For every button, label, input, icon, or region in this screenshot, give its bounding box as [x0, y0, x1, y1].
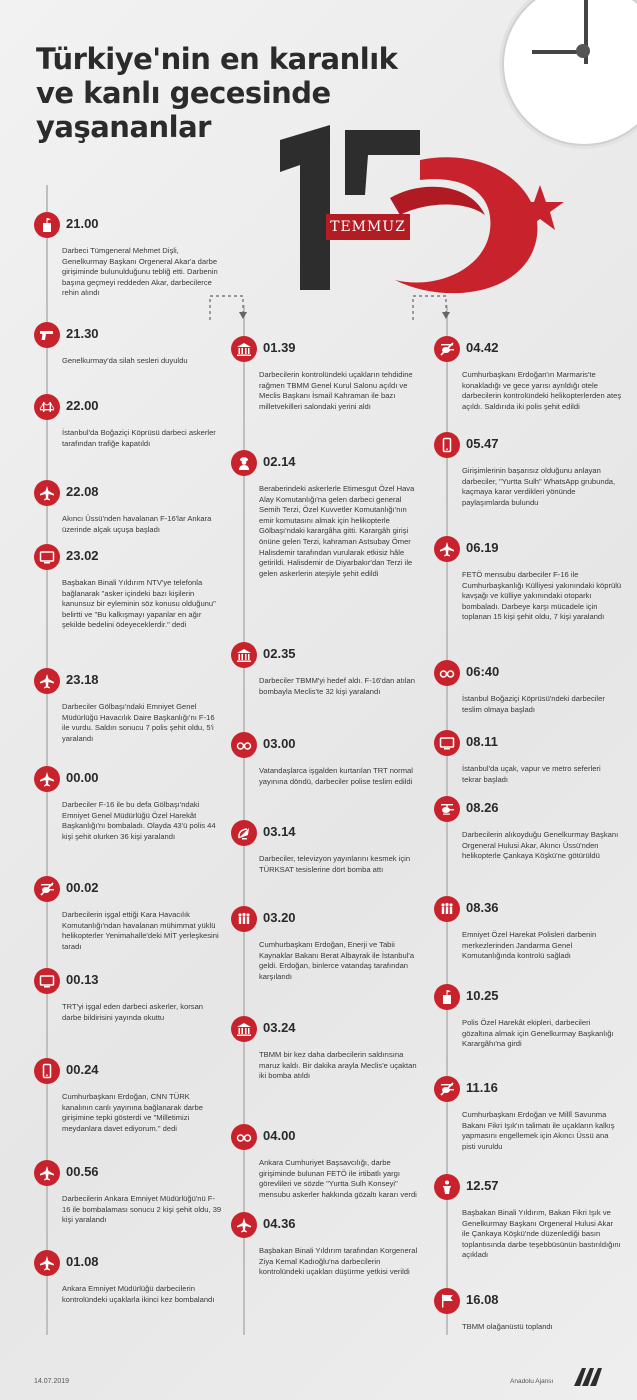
entry-description: Darbecilerin işgal ettiği Kara Havacılık Komutanlığı'ndan havalanan mühimmat yüklü helikopterler Yenimahalle'deki MİT yerleşkesini taradı: [62, 910, 219, 951]
entry-description: Cumhurbaşkanı Erdoğan ve Millî Savunma Bakanı Fikri Işık'ın talimatı ile uçakların kalkış yapmasını engellemek için Akıncı Üssü ana pisti vuruldu: [462, 1110, 615, 1151]
entry-time: 23.02: [66, 548, 99, 563]
entry-description: Vatandaşlarca işgalden kurtarılan TRT normal yayınına döndü, darbeciler polise teslim edildi: [259, 766, 413, 786]
podium-icon: [434, 1174, 460, 1200]
phone-icon: [34, 1058, 60, 1084]
entry-description: Girişimlerinin başarısız olduğunu anlayan darbeciler, "Yurtta Sulh" WhatsApp grubunda, kaçmaya karar verdikleri yönünde paylaşımlarda bulundu: [462, 466, 616, 507]
entry-time: 12.57: [466, 1178, 499, 1193]
entry-time: 03.20: [263, 910, 296, 925]
flag-building-icon: [434, 984, 460, 1010]
15-temmuz-logo: [270, 120, 590, 295]
clock-hub: [576, 44, 590, 58]
title-line-3: yaşananlar: [36, 110, 211, 144]
bridge-icon: [34, 394, 60, 420]
entry-time: 02.14: [263, 454, 296, 469]
entry-time: 06.19: [466, 540, 499, 555]
helicopter-off-icon: [434, 1076, 460, 1102]
entry-time: 21.30: [66, 326, 99, 341]
entry-time: 06:40: [466, 664, 500, 679]
helicopter-off-icon: [34, 876, 60, 902]
title-line-1: Türkiye'nin en karanlık: [36, 42, 398, 76]
helicopter-off-icon: [434, 336, 460, 362]
entry-description: Darbeciler F-16 ile bu defa Gölbaşı'ndaki Emniyet Genel Müdürlüğü Özel Harekât Başkanlığı'nı bombaladı. Olayda 43'ü polis 44 kişi şehit olurken 36 kişi yaralandı: [62, 800, 216, 841]
jet-icon: [34, 766, 60, 792]
entry-time: 08.11: [466, 734, 498, 749]
entry-description: Cumhurbaşkanı Erdoğan, Enerji ve Tabii Kaynaklar Bakanı Berat Albayrak ile İstanbul'a geldi. Erdoğan, binlerce vatandaş tarafından karşılandı: [259, 940, 415, 981]
tv-icon: [434, 730, 460, 756]
tv-icon: [34, 544, 60, 570]
jet-icon: [34, 668, 60, 694]
entry-description: Darbecilerin Ankara Emniyet Müdürlüğü'nü F-16 ile bombalaması sonucu 2 kişi şehit oldu, 39 kişi yaralandı: [62, 1194, 222, 1225]
footer-source: Anadolu Ajansı: [510, 1378, 554, 1385]
entry-description: Darbecilerin alıkoyduğu Genelkurmay Başkanı Orgeneral Hulusi Akar, Akıncı Üssü'nden helikopterle Çankaya Köşkü'ne götürüldü: [462, 830, 619, 861]
entry-time: 23.18: [66, 672, 99, 687]
entry-description: Emniyet Özel Harekat Polisleri darbenin merkezlerinden Jandarma Genel Komutanlığında kontrolü sağladı: [462, 930, 597, 961]
entry-time: 03.24: [263, 1020, 296, 1035]
entry-description: İstanbul'da uçak, vapur ve metro seferleri tekrar başladı: [462, 764, 601, 784]
entry-description: Darbeciler Gölbaşı'ndaki Emniyet Genel Müdürlüğü Havacılık Daire Başkanlığı'nı F-16 ile vurdu. Saldırı sonucu 7 polis şehit oldu, 5'i yaralandı: [62, 702, 215, 743]
crowd-icon: [231, 906, 257, 932]
entry-description: Ankara Emniyet Müdürlüğü darbecilerin kontrolündeki uçaklarla ikinci kez bombalandı: [62, 1284, 215, 1304]
entry-time: 04.42: [466, 340, 499, 355]
entry-description: Cumhurbaşkanı Erdoğan'ın Marmaris'te konakladığı ve gece yarısı ayrıldığı otele darbecilerin kontrolündeki helikopterlerden ateş açıldı. Saldırıda iki polis şehit edildi: [462, 370, 622, 411]
jet-icon: [34, 480, 60, 506]
entry-time: 00.00: [66, 770, 99, 785]
entry-description: Cumhurbaşkanı Erdoğan, CNN TÜRK kanalının canlı yayınına bağlanarak darbe girişimine tepki gösterdi ve "Milletimizi meydanlara davet ediyorum." dedi: [62, 1092, 204, 1133]
parliament-icon: [231, 336, 257, 362]
title-line-2: ve kanlı gecesinde: [36, 76, 331, 110]
entry-time: 01.08: [66, 1254, 99, 1269]
entry-time: 03.14: [263, 824, 296, 839]
soldier-icon: [231, 450, 257, 476]
parliament-icon: [231, 1016, 257, 1042]
entry-description: Başbakan Binali Yıldırım NTV'ye telefonla bağlanarak "asker içindeki bazı kişilerin kanunsuz bir eyleminin söz konusu olduğunu" belirtti ve "Bu kalkışmayı yapanlar en ağır şekilde bedelini ödeyeceklerdir." dedi: [62, 578, 216, 630]
entry-description: Akıncı Üssü'nden havalanan F-16'lar Ankara üzerinde alçak uçuşa başladı: [62, 514, 212, 534]
entry-time: 00.02: [66, 880, 99, 895]
jet-icon: [34, 1250, 60, 1276]
entry-time: 00.56: [66, 1164, 99, 1179]
entry-description: İstanbul'da Boğaziçi Köprüsü darbeci askerler tarafından trafiğe kapatıldı: [62, 428, 216, 448]
entry-time: 10.25: [466, 988, 499, 1003]
entry-description: TBMM olağanüstü toplandı: [462, 1322, 553, 1331]
handcuffs-icon: [231, 732, 257, 758]
temmuz-label: TEMMUZ: [326, 214, 410, 240]
entry-time: 08.26: [466, 800, 499, 815]
phone-icon: [434, 432, 460, 458]
entry-time: 11.16: [466, 1080, 498, 1095]
jet-icon: [434, 536, 460, 562]
entry-time: 04.00: [263, 1128, 296, 1143]
entry-time: 00.24: [66, 1062, 99, 1077]
entry-description: TRT'yi işgal eden darbeci askerler, korsan darbe bildirisini yayında okuttu: [62, 1002, 204, 1022]
handcuffs-icon: [434, 660, 460, 686]
crowd-icon: [434, 896, 460, 922]
entry-description: Darbeciler, televizyon yayınlarını kesmek için TÜRKSAT tesislerine dört bomba attı: [259, 854, 411, 874]
entry-description: Başbakan Binali Yıldırım, Bakan Fikri Işık ve Genelkurmay Başkanı Orgeneral Hulusi Akar ile Çankaya Köşkü'nde düzenlediği basın toplantısında darbe teşebbüsünün bastırıldığını açıkladı: [462, 1208, 621, 1260]
entry-time: 02.35: [263, 646, 296, 661]
entry-time: 05.47: [466, 436, 499, 451]
entry-description: Darbeci Tümgeneral Mehmet Dişli, Genelkurmay Başkanı Orgeneral Akar'a darbe girişiminde bulunulduğunu tebliğ etti. Darbenin başına geçmeyi reddeden Akar, darbecilerce rehin alındı: [62, 246, 218, 298]
entry-description: Darbecilerin kontrolündeki uçakların tehdidine rağmen TBMM Genel Kurul Salonu açıldı ve Meclis Başkanı İsmail Kahraman ile bazı milletvekilleri salondaki yerini aldı: [259, 370, 413, 411]
jet-icon: [34, 1160, 60, 1186]
pistol-icon: [34, 322, 60, 348]
entry-description: Başbakan Binali Yıldırım tarafından Korgeneral Ziya Kemal Kadıoğlu'na darbecilerin kontrolündeki uçakları düşürme yetkisi verildi: [259, 1246, 418, 1277]
entry-time: 08.36: [466, 900, 499, 915]
satellite-icon: [231, 820, 257, 846]
aa-logo: [572, 1366, 606, 1388]
entry-description: Polis Özel Harekât ekipleri, darbecileri gözaltına almak için Genelkurmay Başkanlığı Karargâhı'na girdi: [462, 1018, 614, 1049]
entry-time: 01.39: [263, 340, 296, 355]
handcuffs-icon: [231, 1124, 257, 1150]
footer-date: 14.07.2019: [34, 1378, 70, 1385]
building-icon: [34, 212, 60, 238]
jet-icon: [231, 1212, 257, 1238]
flag-icon: [434, 1288, 460, 1314]
entry-description: Genelkurmay'da silah sesleri duyuldu: [62, 356, 188, 365]
entry-time: 16.08: [466, 1292, 499, 1307]
entry-time: 22.00: [66, 398, 99, 413]
helicopter-icon: [434, 796, 460, 822]
parliament-icon: [231, 642, 257, 668]
entry-description: İstanbul Boğaziçi Köprüsü'ndeki darbeciler teslim olmaya başladı: [462, 694, 605, 714]
entry-description: TBMM bir kez daha darbecilerin saldırısına maruz kaldı. Bir dakika arayla Meclis'e uçaktan iki bomba atıldı: [259, 1050, 417, 1081]
entry-time: 22.08: [66, 484, 99, 499]
entry-time: 21.00: [66, 216, 99, 231]
entry-description: Ankara Cumhuriyet Başsavcılığı, darbe girişiminde bulunan FETÖ ile irtibatlı yargı görevlileri ve sözde "Yurtta Sulh Konseyi" mensubu askerler hakkında gözaltı kararı verdi: [259, 1158, 417, 1199]
entry-time: 03.00: [263, 736, 296, 751]
entry-description: Beraberindeki askerlerle Etimesgut Özel Hava Alay Komutanlığı'na gelen darbeci general Semih Terzi, Özel Kuvvetler Komutanlığı'nın emir komutasını almak için helikopterle Gölbaşı'ndaki karargâha gitti. Karargâh girişi önüne gelen Terzi, kahraman Astsubay Ömer Halisdemir tarafından vurularak etkisiz hâle getirildi. Halisdemir de Diyarbakır'dan Terzi ile gelen askerlerin ateşiyle şehit edildi: [259, 484, 415, 578]
entry-description: Darbeciler TBMM'yi hedef aldı. F-16'dan atılan bombayla Meclis'te 32 kişi yaralandı: [259, 676, 415, 696]
entry-time: 04.36: [263, 1216, 296, 1231]
entry-description: FETÖ mensubu darbeciler F-16 ile Cumhurbaşkanlığı Külliyesi yakınındaki köprülü kavşağı ve külliye yakınındaki otoparkı bombaladı. Darbeye karşı mücadele için toplanan 15 kişi şehit oldu, 7 kişi yaralandı: [462, 570, 622, 622]
connector-arrow-col3: [408, 292, 458, 322]
tv-icon: [34, 968, 60, 994]
entry-time: 00.13: [66, 972, 99, 987]
